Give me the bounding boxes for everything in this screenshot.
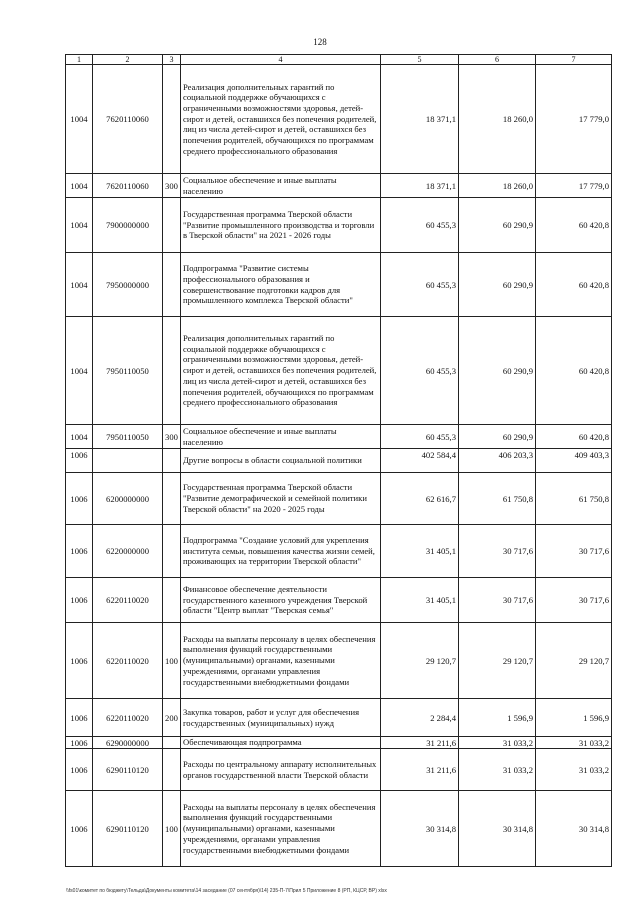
- table-row: [66, 699, 612, 737]
- item-name: Реализация дополнительных гарантий по социальной поддержке обучающихся с ограниченными возможностями здоровья, детей-сирот и детей, оставшихся без попечения родителей, лиц из числа детей-сирот и детей, оставшихся без попечения родителей, обучающихся по программам среднего профессионального образования: [181, 65, 381, 174]
- item-name: Социальное обеспечение и иные выплаты населению: [181, 174, 381, 198]
- amount-year-3: 17 779,0: [536, 174, 612, 198]
- table-row: [66, 791, 612, 867]
- table-row: [66, 623, 612, 699]
- amount-year-2: 61 750,8: [459, 473, 536, 525]
- header-row: [66, 55, 612, 65]
- table-row: [66, 578, 612, 623]
- table-row: [66, 65, 612, 174]
- table-row: [66, 317, 612, 425]
- amount-year-3: 60 420,8: [536, 317, 612, 425]
- amount-year-1: 62 616,7: [381, 473, 459, 525]
- expense-type: [163, 737, 181, 749]
- target-code: 7950000000: [93, 253, 163, 317]
- item-name: Финансовое обеспечение деятельности государственного казенного учреждения Тверской области "Центр выплат "Тверская семья": [181, 578, 381, 623]
- expense-type: [163, 525, 181, 578]
- col-header-2: 2: [93, 55, 163, 65]
- section-code: 1006: [66, 449, 93, 473]
- target-code: 7900000000: [93, 198, 163, 253]
- target-code: 7950110050: [93, 317, 163, 425]
- target-code: 7620110060: [93, 174, 163, 198]
- amount-year-1: 18 371,1: [381, 65, 459, 174]
- expense-type: 100: [163, 791, 181, 867]
- section-code: 1006: [66, 473, 93, 525]
- table-row: [66, 737, 612, 749]
- budget-table: [65, 54, 612, 867]
- expense-type: [163, 578, 181, 623]
- item-name: Расходы по центральному аппарату исполнительных органов государственной власти Тверской области: [181, 749, 381, 791]
- amount-year-1: 2 284,4: [381, 699, 459, 737]
- expense-type: [163, 65, 181, 174]
- section-code: 1006: [66, 623, 93, 699]
- expense-type: 200: [163, 699, 181, 737]
- section-code: 1004: [66, 65, 93, 174]
- section-code: 1004: [66, 174, 93, 198]
- item-name: Закупка товаров, работ и услуг для обеспечения государственных (муниципальных) нужд: [181, 699, 381, 737]
- item-name: Государственная программа Тверской области "Развитие промышленного производства и торговли в Тверской области" на 2021 - 2026 годы: [181, 198, 381, 253]
- amount-year-1: 60 455,3: [381, 317, 459, 425]
- section-code: 1006: [66, 791, 93, 867]
- amount-year-3: 17 779,0: [536, 65, 612, 174]
- section-code: 1006: [66, 578, 93, 623]
- expense-type: 100: [163, 623, 181, 699]
- target-code: 6290110120: [93, 749, 163, 791]
- target-code: [93, 449, 163, 473]
- expense-type: 300: [163, 425, 181, 449]
- amount-year-1: 31 405,1: [381, 578, 459, 623]
- amount-year-2: 30 717,6: [459, 525, 536, 578]
- amount-year-2: 31 033,2: [459, 737, 536, 749]
- target-code: 6220110020: [93, 578, 163, 623]
- item-name: Расходы на выплаты персоналу в целях обеспечения выполнения функций государственными (муниципальными) органами, казенными учреждениями, органами управления государственными внебюджетными фондами: [181, 623, 381, 699]
- target-code: 6200000000: [93, 473, 163, 525]
- item-name: Обеспечивающая подпрограмма: [181, 737, 381, 749]
- amount-year-3: 1 596,9: [536, 699, 612, 737]
- section-code: 1006: [66, 525, 93, 578]
- amount-year-3: 61 750,8: [536, 473, 612, 525]
- target-code: 6290000000: [93, 737, 163, 749]
- amount-year-3: 31 033,2: [536, 749, 612, 791]
- amount-year-3: 30 717,6: [536, 578, 612, 623]
- amount-year-1: 30 314,8: [381, 791, 459, 867]
- expense-type: [163, 317, 181, 425]
- expense-type: [163, 449, 181, 473]
- amount-year-1: 31 211,6: [381, 749, 459, 791]
- file-path-footer: \\fs01\комитет по бюджету\Тельда\Документы комитета\14 заседание (07 сентября)\14) 235-П-7\Прил 5 Приложение 8 (РП, КЦСР, ВР) xlsx: [66, 888, 387, 894]
- item-name: Реализация дополнительных гарантий по социальной поддержке обучающихся с ограниченными возможностями здоровья, детей-сирот и детей, оставшихся без попечения родителей, лиц из числа детей-сирот и детей, оставшихся без попечения родителей, обучающихся по программам среднего профессионального образования: [181, 317, 381, 425]
- table-row: [66, 525, 612, 578]
- expense-type: [163, 253, 181, 317]
- target-code: 6220110020: [93, 699, 163, 737]
- expense-type: [163, 198, 181, 253]
- amount-year-2: 1 596,9: [459, 699, 536, 737]
- amount-year-1: 402 584,4: [381, 449, 459, 473]
- amount-year-2: 29 120,7: [459, 623, 536, 699]
- amount-year-2: 30 314,8: [459, 791, 536, 867]
- target-code: 6220110020: [93, 623, 163, 699]
- amount-year-3: 60 420,8: [536, 253, 612, 317]
- amount-year-3: 29 120,7: [536, 623, 612, 699]
- amount-year-2: 18 260,0: [459, 65, 536, 174]
- amount-year-3: 60 420,8: [536, 425, 612, 449]
- section-code: 1004: [66, 253, 93, 317]
- section-code: 1004: [66, 425, 93, 449]
- expense-type: [163, 473, 181, 525]
- amount-year-2: 30 717,6: [459, 578, 536, 623]
- amount-year-1: 31 211,6: [381, 737, 459, 749]
- amount-year-3: 30 314,8: [536, 791, 612, 867]
- section-code: 1006: [66, 749, 93, 791]
- table-row: [66, 253, 612, 317]
- amount-year-3: 31 033,2: [536, 737, 612, 749]
- item-name: Государственная программа Тверской области "Развитие демографической и семейной политики Тверской области" на 2020 - 2025 годы: [181, 473, 381, 525]
- target-code: 6220000000: [93, 525, 163, 578]
- amount-year-1: 18 371,1: [381, 174, 459, 198]
- amount-year-2: 60 290,9: [459, 425, 536, 449]
- amount-year-1: 60 455,3: [381, 198, 459, 253]
- col-header-5: 5: [381, 55, 459, 65]
- table-row: [66, 425, 612, 449]
- item-name: Подпрограмма "Развитие системы профессионального образования и совершенствование подготовки кадров для промышленного комплекса Тверской области": [181, 253, 381, 317]
- col-header-4: 4: [181, 55, 381, 65]
- target-code: 7620110060: [93, 65, 163, 174]
- expense-type: 300: [163, 174, 181, 198]
- table-row: [66, 174, 612, 198]
- table-row: [66, 749, 612, 791]
- col-header-1: 1: [66, 55, 93, 65]
- amount-year-2: 60 290,9: [459, 198, 536, 253]
- item-name: Подпрограмма "Создание условий для укрепления института семьи, повышения качества жизни семей, проживающих на территории Тверской области": [181, 525, 381, 578]
- table-row: [66, 449, 612, 473]
- table-row: [66, 473, 612, 525]
- item-name: Расходы на выплаты персоналу в целях обеспечения выполнения функций государственными (муниципальными) органами, казенными учреждениями, органами управления государственными внебюджетными фондами: [181, 791, 381, 867]
- amount-year-2: 60 290,9: [459, 317, 536, 425]
- amount-year-3: 30 717,6: [536, 525, 612, 578]
- amount-year-2: 18 260,0: [459, 174, 536, 198]
- item-name: Другие вопросы в области социальной политики: [181, 449, 381, 473]
- target-code: 7950110050: [93, 425, 163, 449]
- section-code: 1006: [66, 737, 93, 749]
- section-code: 1006: [66, 699, 93, 737]
- amount-year-1: 31 405,1: [381, 525, 459, 578]
- col-header-3: 3: [163, 55, 181, 65]
- expense-type: [163, 749, 181, 791]
- amount-year-2: 31 033,2: [459, 749, 536, 791]
- item-name: Социальное обеспечение и иные выплаты населению: [181, 425, 381, 449]
- amount-year-2: 406 203,3: [459, 449, 536, 473]
- section-code: 1004: [66, 198, 93, 253]
- table-row: [66, 198, 612, 253]
- amount-year-3: 409 403,3: [536, 449, 612, 473]
- amount-year-1: 60 455,3: [381, 425, 459, 449]
- amount-year-1: 29 120,7: [381, 623, 459, 699]
- section-code: 1004: [66, 317, 93, 425]
- col-header-6: 6: [459, 55, 536, 65]
- amount-year-1: 60 455,3: [381, 253, 459, 317]
- col-header-7: 7: [536, 55, 612, 65]
- amount-year-3: 60 420,8: [536, 198, 612, 253]
- amount-year-2: 60 290,9: [459, 253, 536, 317]
- page-number: 128: [313, 37, 327, 47]
- target-code: 6290110120: [93, 791, 163, 867]
